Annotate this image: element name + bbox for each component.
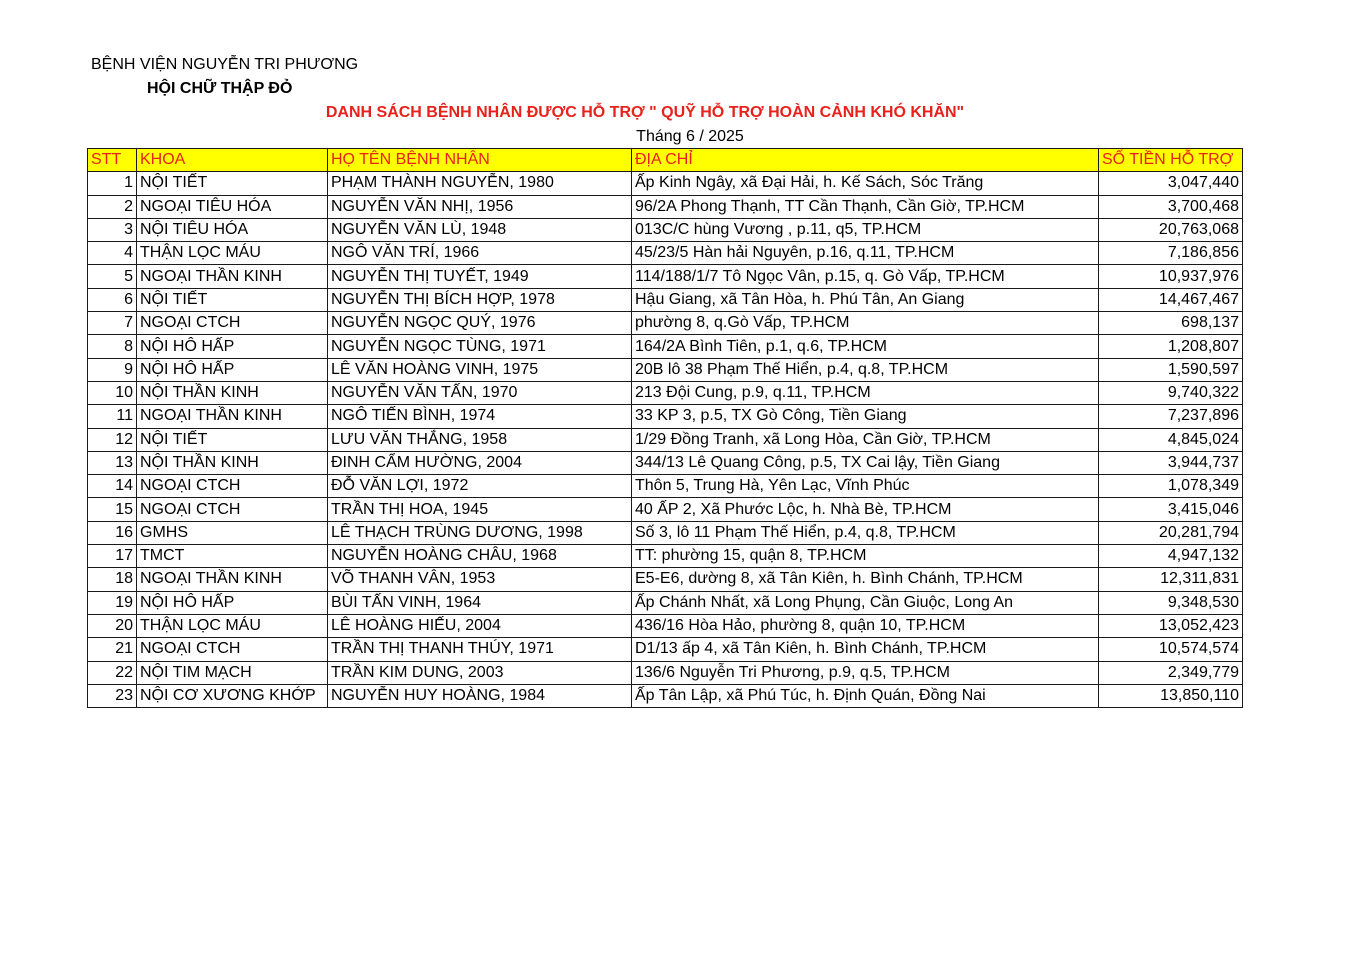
cell-department: NGOẠI CTCH [137,312,328,335]
table-row [88,195,1243,218]
cell-department: NỘI HÔ HẤP [137,335,328,358]
cell-patient-name: NGÔ TIẾN BÌNH, 1974 [328,405,632,428]
cell-amount: 9,740,322 [1099,381,1243,404]
cell-amount: 7,186,856 [1099,242,1243,265]
cell-address: 436/16 Hòa Hảo, phường 8, quận 10, TP.HCM [632,614,1099,637]
cell-department: NGOẠI THẦN KINH [137,405,328,428]
cell-stt: 17 [88,545,137,568]
cell-stt: 15 [88,498,137,521]
table-row [88,521,1243,544]
cell-department: NỘI HÔ HẤP [137,591,328,614]
cell-stt: 3 [88,218,137,241]
cell-address: 114/188/1/7 Tô Ngọc Vân, p.15, q. Gò Vấp, TP.HCM [632,265,1099,288]
cell-department: GMHS [137,521,328,544]
cell-address: 45/23/5 Hàn hải Nguyên, p.16, q.11, TP.HCM [632,242,1099,265]
cell-patient-name: TRẦN THỊ THANH THÚY, 1971 [328,638,632,661]
table-row [88,475,1243,498]
cell-patient-name: TRẦN THỊ HOA, 1945 [328,498,632,521]
cell-address: 136/6 Nguyễn Tri Phương, p.9, q.5, TP.HCM [632,661,1099,684]
cell-stt: 13 [88,451,137,474]
table-row [88,451,1243,474]
cell-address: Số 3, lô 11 Phạm Thế Hiển, p.4, q.8, TP.HCM [632,521,1099,544]
cell-patient-name: NGUYỄN HOÀNG CHÂU, 1968 [328,545,632,568]
cell-address: 344/13 Lê Quang Công, p.5, TX Cai lậy, Tiền Giang [632,451,1099,474]
column-header-amount: SỐ TIỀN HỖ TRỢ [1099,149,1243,172]
cell-patient-name: BÙI TẤN VINH, 1964 [328,591,632,614]
cell-amount: 3,047,440 [1099,172,1243,195]
cell-patient-name: NGÔ VĂN TRÍ, 1966 [328,242,632,265]
cell-stt: 14 [88,475,137,498]
cell-amount: 4,845,024 [1099,428,1243,451]
cell-department: THẬN LỌC MÁU [137,242,328,265]
cell-department: THẬN LỌC MÁU [137,614,328,637]
table-row [88,312,1243,335]
cell-stt: 1 [88,172,137,195]
table-row [88,614,1243,637]
cell-address: 33 KP 3, p.5, TX Gò Công, Tiền Giang [632,405,1099,428]
cell-stt: 10 [88,381,137,404]
cell-patient-name: NGUYỄN THỊ TUYẾT, 1949 [328,265,632,288]
cell-department: NGOẠI CTCH [137,475,328,498]
cell-address: 20B lô 38 Phạm Thế Hiển, p.4, q.8, TP.HCM [632,358,1099,381]
table-row [88,498,1243,521]
column-header-patient-name: HỌ TÊN BỆNH NHÂN [328,149,632,172]
cell-amount: 698,137 [1099,312,1243,335]
cell-patient-name: LÊ HOÀNG HIẾU, 2004 [328,614,632,637]
cell-address: Ấp Kinh Ngây, xã Đại Hải, h. Kế Sách, Sóc Trăng [632,172,1099,195]
cell-stt: 16 [88,521,137,544]
cell-patient-name: NGUYỄN NGỌC TÙNG, 1971 [328,335,632,358]
cell-stt: 20 [88,614,137,637]
table-row [88,172,1243,195]
cell-stt: 5 [88,265,137,288]
cell-department: NGOẠI THẦN KINH [137,265,328,288]
patient-support-table [87,148,1243,708]
cell-address: D1/13 ấp 4, xã Tân Kiên, h. Bình Chánh, TP.HCM [632,638,1099,661]
table-row [88,661,1243,684]
cell-stt: 22 [88,661,137,684]
cell-patient-name: NGUYỄN NGỌC QUÝ, 1976 [328,312,632,335]
sub-organization-name: HỘI CHỮ THẬP ĐỎ [147,80,293,97]
cell-amount: 13,052,423 [1099,614,1243,637]
cell-department: NỘI TIẾT [137,288,328,311]
cell-amount: 3,415,046 [1099,498,1243,521]
cell-patient-name: LƯU VĂN THẮNG, 1958 [328,428,632,451]
cell-stt: 4 [88,242,137,265]
cell-stt: 9 [88,358,137,381]
cell-patient-name: ĐINH CẨM HƯỜNG, 2004 [328,451,632,474]
cell-stt: 8 [88,335,137,358]
table-row [88,218,1243,241]
cell-address: phường 8, q.Gò Vấp, TP.HCM [632,312,1099,335]
cell-patient-name: NGUYỄN VĂN NHỊ, 1956 [328,195,632,218]
cell-department: NỘI TIÊU HÓA [137,218,328,241]
cell-amount: 1,078,349 [1099,475,1243,498]
cell-address: 164/2A Bình Tiên, p.1, q.6, TP.HCM [632,335,1099,358]
table-row [88,288,1243,311]
cell-amount: 10,937,976 [1099,265,1243,288]
cell-address: 96/2A Phong Thạnh, TT Cần Thạnh, Cần Giờ, TP.HCM [632,195,1099,218]
cell-address: 1/29 Đồng Tranh, xã Long Hòa, Cần Giờ, TP.HCM [632,428,1099,451]
cell-department: NGOẠI CTCH [137,638,328,661]
cell-address: 013C/C hùng Vương , p.11, q5, TP.HCM [632,218,1099,241]
cell-department: NỘI TIM MẠCH [137,661,328,684]
cell-amount: 4,947,132 [1099,545,1243,568]
cell-department: NỘI THẦN KINH [137,381,328,404]
cell-stt: 19 [88,591,137,614]
cell-patient-name: VÕ THANH VÂN, 1953 [328,568,632,591]
cell-stt: 12 [88,428,137,451]
document-title: DANH SÁCH BỆNH NHÂN ĐƯỢC HỖ TRỢ " QUỸ HỖ TRỢ HOÀN CẢNH KHÓ KHĂN" [325,104,965,121]
table-row [88,684,1243,707]
cell-address: E5-E6, dường 8, xã Tân Kiên, h. Bình Chánh, TP.HCM [632,568,1099,591]
table-row [88,242,1243,265]
column-header-department: KHOA [137,149,328,172]
report-period: Tháng 6 / 2025 [636,128,744,145]
cell-amount: 1,208,807 [1099,335,1243,358]
cell-department: NỘI HÔ HẤP [137,358,328,381]
cell-amount: 3,944,737 [1099,451,1243,474]
cell-amount: 7,237,896 [1099,405,1243,428]
column-header-stt: STT [88,149,137,172]
cell-amount: 14,467,467 [1099,288,1243,311]
table-row [88,358,1243,381]
cell-amount: 20,281,794 [1099,521,1243,544]
table-row [88,381,1243,404]
cell-patient-name: NGUYỄN HUY HOÀNG, 1984 [328,684,632,707]
table-row [88,638,1243,661]
cell-department: NGOẠI CTCH [137,498,328,521]
cell-address: 40 ẤP 2, Xã Phước Lộc, h. Nhà Bè, TP.HCM [632,498,1099,521]
cell-stt: 23 [88,684,137,707]
cell-amount: 9,348,530 [1099,591,1243,614]
table-body [88,172,1243,708]
cell-amount: 20,763,068 [1099,218,1243,241]
table-row [88,591,1243,614]
cell-stt: 2 [88,195,137,218]
table-row [88,545,1243,568]
table-row [88,335,1243,358]
cell-amount: 2,349,779 [1099,661,1243,684]
cell-stt: 21 [88,638,137,661]
table-row [88,428,1243,451]
cell-address: Hậu Giang, xã Tân Hòa, h. Phú Tân, An Giang [632,288,1099,311]
cell-department: NỘI TIẾT [137,172,328,195]
cell-stt: 6 [88,288,137,311]
cell-department: NỘI TIẾT [137,428,328,451]
cell-department: NGOẠI TIÊU HÓA [137,195,328,218]
cell-stt: 7 [88,312,137,335]
cell-amount: 12,311,831 [1099,568,1243,591]
cell-department: TMCT [137,545,328,568]
table-row [88,405,1243,428]
table-header-row [88,149,1243,172]
table-row [88,265,1243,288]
cell-patient-name: ĐỖ VĂN LỢI, 1972 [328,475,632,498]
cell-department: NGOẠI THẦN KINH [137,568,328,591]
cell-stt: 11 [88,405,137,428]
cell-stt: 18 [88,568,137,591]
table-row [88,568,1243,591]
cell-address: Ấp Tân Lập, xã Phú Túc, h. Định Quán, Đồng Nai [632,684,1099,707]
cell-amount: 10,574,574 [1099,638,1243,661]
cell-patient-name: TRẦN KIM DUNG, 2003 [328,661,632,684]
cell-address: Thôn 5, Trung Hà, Yên Lạc, Vĩnh Phúc [632,475,1099,498]
cell-department: NỘI THẦN KINH [137,451,328,474]
cell-amount: 3,700,468 [1099,195,1243,218]
cell-patient-name: NGUYỄN VĂN TẤN, 1970 [328,381,632,404]
cell-patient-name: NGUYỄN THỊ BÍCH HỢP, 1978 [328,288,632,311]
cell-patient-name: NGUYỄN VĂN LÙ, 1948 [328,218,632,241]
cell-patient-name: PHẠM THÀNH NGUYỄN, 1980 [328,172,632,195]
column-header-address: ĐỊA CHỈ [632,149,1099,172]
cell-address: Ấp Chánh Nhất, xã Long Phụng, Cần Giuộc, Long An [632,591,1099,614]
cell-patient-name: LÊ VĂN HOÀNG VINH, 1975 [328,358,632,381]
cell-address: TT: phường 15, quận 8, TP.HCM [632,545,1099,568]
organization-name: BỆNH VIỆN NGUYỄN TRI PHƯƠNG [91,56,359,73]
cell-department: NỘI CƠ XƯƠNG KHỚP [137,684,328,707]
cell-amount: 13,850,110 [1099,684,1243,707]
cell-address: 213 Đội Cung, p.9, q.11, TP.HCM [632,381,1099,404]
cell-patient-name: LÊ THẠCH TRÙNG DƯƠNG, 1998 [328,521,632,544]
cell-amount: 1,590,597 [1099,358,1243,381]
